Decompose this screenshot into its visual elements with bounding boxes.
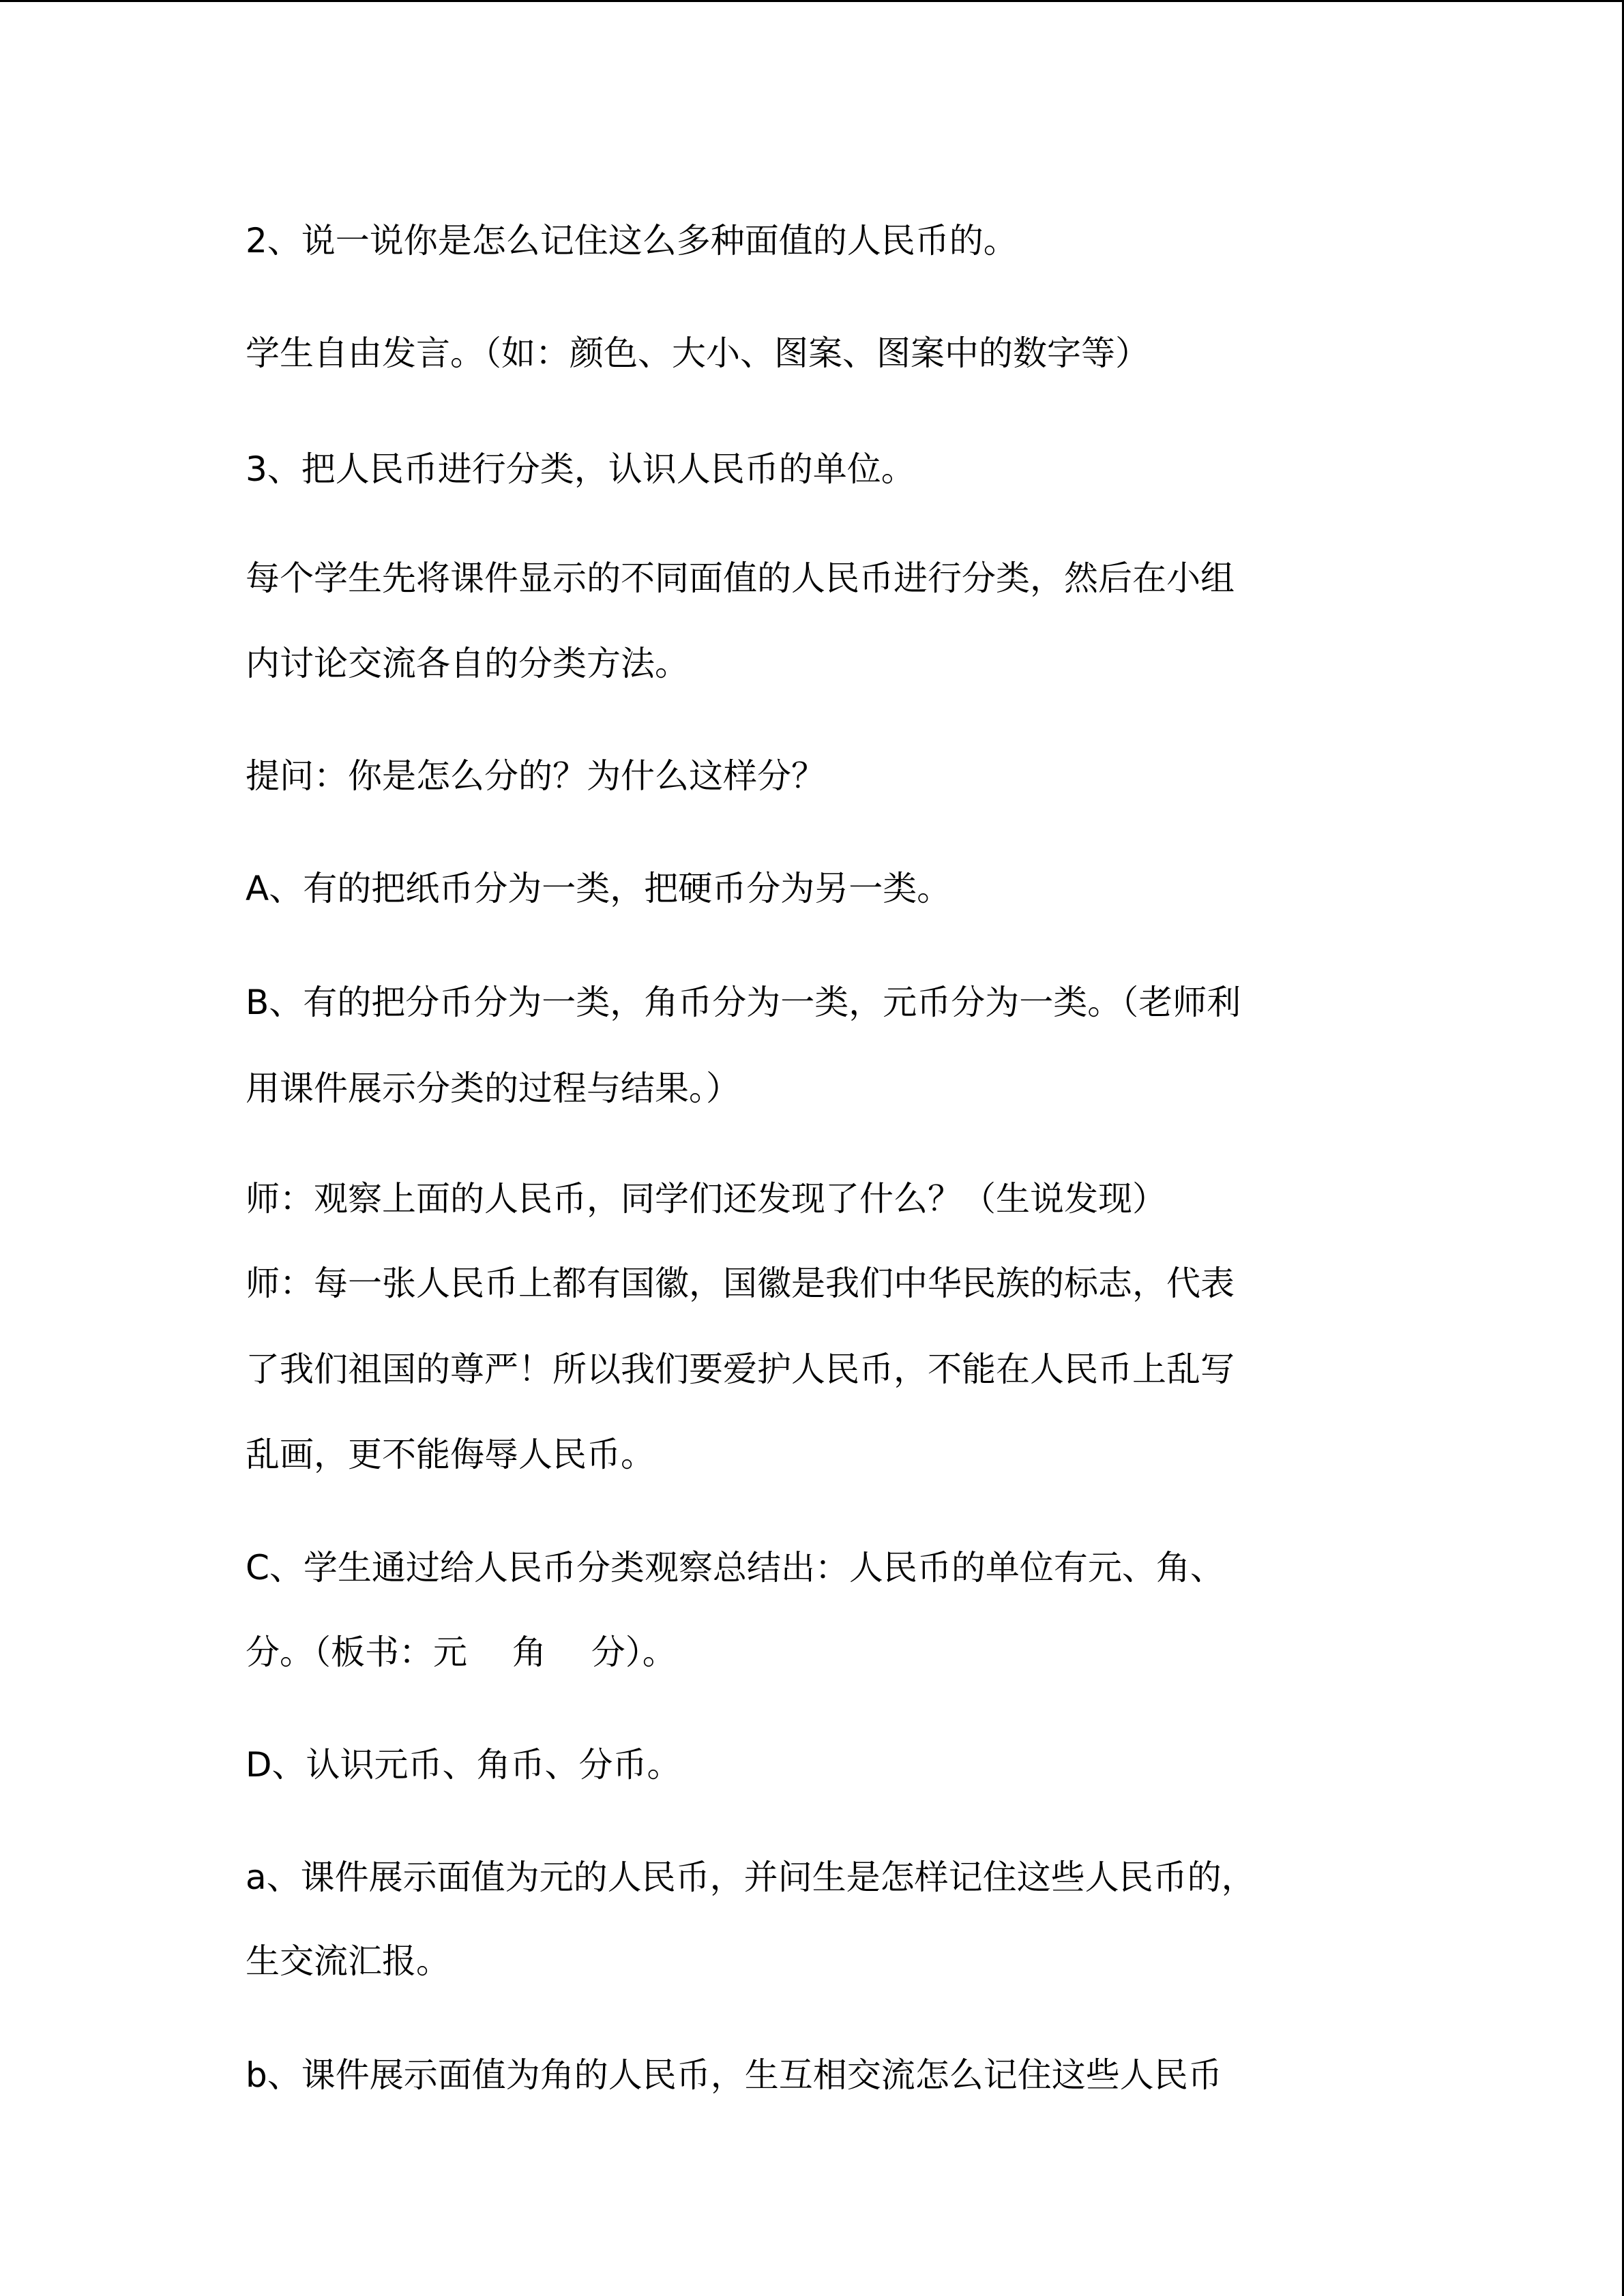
text-line: B、有的把分币分为一类，角币分为一类，元币分为一类。（老师利	[246, 983, 1241, 1022]
text-line: b、课件展示面值为角的人民币，生互相交流怎么记住这些人民币	[246, 2055, 1222, 2095]
text-line: 内讨论交流各自的分类方法。	[246, 644, 689, 683]
text-line: 2、说一说你是怎么记住这么多种面值的人民币的。	[246, 221, 1018, 260]
text-line: 乱画，更不能侮辱人民币。	[246, 1435, 655, 1474]
text-line: 每个学生先将课件显示的不同面值的人民币进行分类，然后在小组	[246, 558, 1235, 598]
text-line: 师：观察上面的人民币，同学们还发现了什么？（生说发现）	[246, 1179, 1166, 1219]
text-line: 分。（板书：元 角 分）。	[246, 1632, 677, 1672]
text-line: a、课件展示面值为元的人民币，并问生是怎样记住这些人民币的，	[246, 1858, 1256, 1897]
text-line: 师：每一张人民币上都有国徽，国徽是我们中华民族的标志，代表	[246, 1264, 1235, 1303]
text-line: D、认识元币、角币、分币。	[246, 1745, 681, 1785]
text-line: 学生自由发言。（如：颜色、大小、图案、图案中的数字等）	[246, 333, 1149, 373]
text-line: C、学生通过给人民币分类观察总结出：人民币的单位有元、角、	[246, 1548, 1224, 1587]
text-line: 用课件展示分类的过程与结果。）	[246, 1069, 740, 1108]
text-line: 了我们祖国的尊严！所以我们要爱护人民币，不能在人民币上乱写	[246, 1350, 1235, 1389]
text-line: 生交流汇报。	[246, 1941, 450, 1981]
text-line: 3、把人民币进行分类，认识人民币的单位。	[246, 449, 915, 489]
text-line: 提问：你是怎么分的？为什么这样分？	[246, 756, 825, 796]
text-line: A、有的把纸币分为一类，把硬币分为另一类。	[246, 869, 951, 908]
